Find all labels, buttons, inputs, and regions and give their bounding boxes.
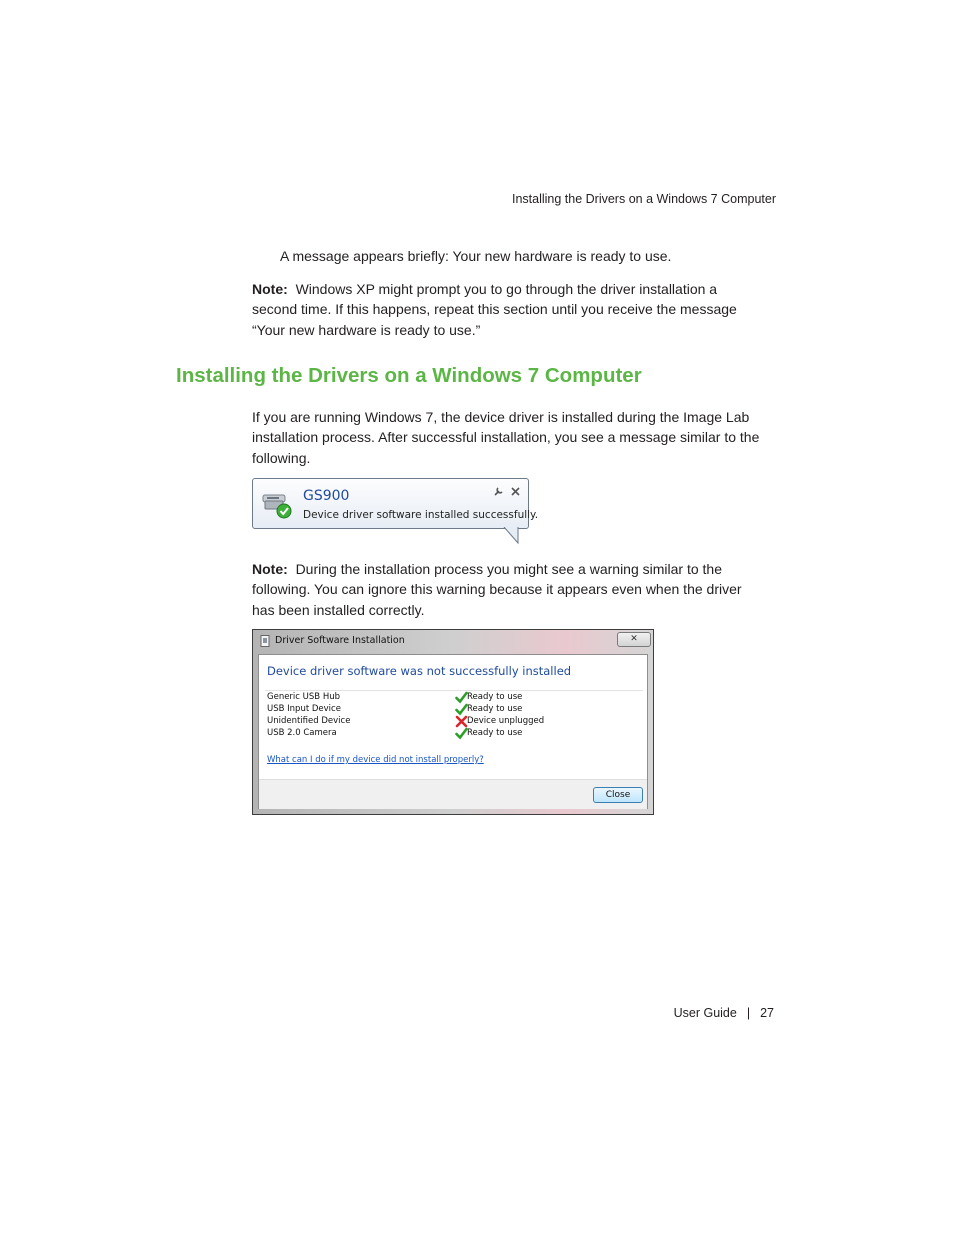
doc-name: User Guide xyxy=(673,1006,737,1020)
device-name: USB Input Device xyxy=(267,704,341,714)
device-name: Unidentified Device xyxy=(267,716,351,726)
note-line: “Your new hardware is ready to use.” xyxy=(252,321,481,338)
page-footer xyxy=(600,1006,774,1020)
balloon-message: Device driver software installed successfully. xyxy=(303,509,539,521)
close-icon[interactable] xyxy=(511,486,520,499)
window-close-icon[interactable]: ✕ xyxy=(617,632,651,647)
device-success-icon xyxy=(261,489,293,519)
device-status: Ready to use xyxy=(467,728,523,738)
help-link[interactable]: What can I do if my device did not install properly? xyxy=(267,755,484,765)
body-line: installation process. After successful installation, you see a message similar to the xyxy=(252,429,760,446)
device-status: Ready to use xyxy=(467,704,523,714)
note-xp xyxy=(252,279,737,340)
device-status: Ready to use xyxy=(467,692,523,702)
body-line: If you are running Windows 7, the device driver is installed during the Image Lab xyxy=(252,409,750,425)
note-label: Note: xyxy=(252,281,288,297)
section-body xyxy=(252,407,759,468)
close-button[interactable]: Close xyxy=(593,787,643,803)
body-line: following. xyxy=(252,449,311,466)
note-line: During the installation process you might see a warning similar to the xyxy=(295,561,722,577)
device-name: USB 2.0 Camera xyxy=(267,728,337,738)
note-line: following. You can ignore this warning because it appears even when the driver xyxy=(252,581,742,598)
note-warning xyxy=(252,559,742,620)
settings-wrench-icon[interactable] xyxy=(493,486,504,500)
dialog-heading: Device driver software was not successfully installed xyxy=(267,664,572,678)
footer-separator: | xyxy=(746,1006,751,1020)
divider xyxy=(265,690,643,691)
driver-install-dialog xyxy=(252,629,654,815)
device-status: Device unplugged xyxy=(467,716,545,726)
intro-message: A message appears briefly: Your new hardware is ready to use. xyxy=(280,248,672,264)
section-title: Installing the Drivers on a Windows 7 Computer xyxy=(176,364,642,387)
note-label: Note: xyxy=(252,561,288,577)
app-icon xyxy=(260,635,270,647)
note-line: has been installed correctly. xyxy=(252,601,425,618)
balloon-title: GS900 xyxy=(303,488,350,504)
dialog-content xyxy=(258,654,648,809)
notification-balloon xyxy=(252,478,539,529)
dialog-footer xyxy=(259,779,647,809)
note-line: second time. If this happens, repeat this section until you receive the message xyxy=(252,301,737,318)
balloon-tail xyxy=(503,527,521,545)
running-header: Installing the Drivers on a Windows 7 Computer xyxy=(511,192,776,206)
dialog-title: Driver Software Installation xyxy=(275,635,405,646)
note-line: Windows XP might prompt you to go through the driver installation a xyxy=(295,281,718,297)
page-number: 27 xyxy=(760,1006,774,1020)
device-name: Generic USB Hub xyxy=(267,692,340,702)
